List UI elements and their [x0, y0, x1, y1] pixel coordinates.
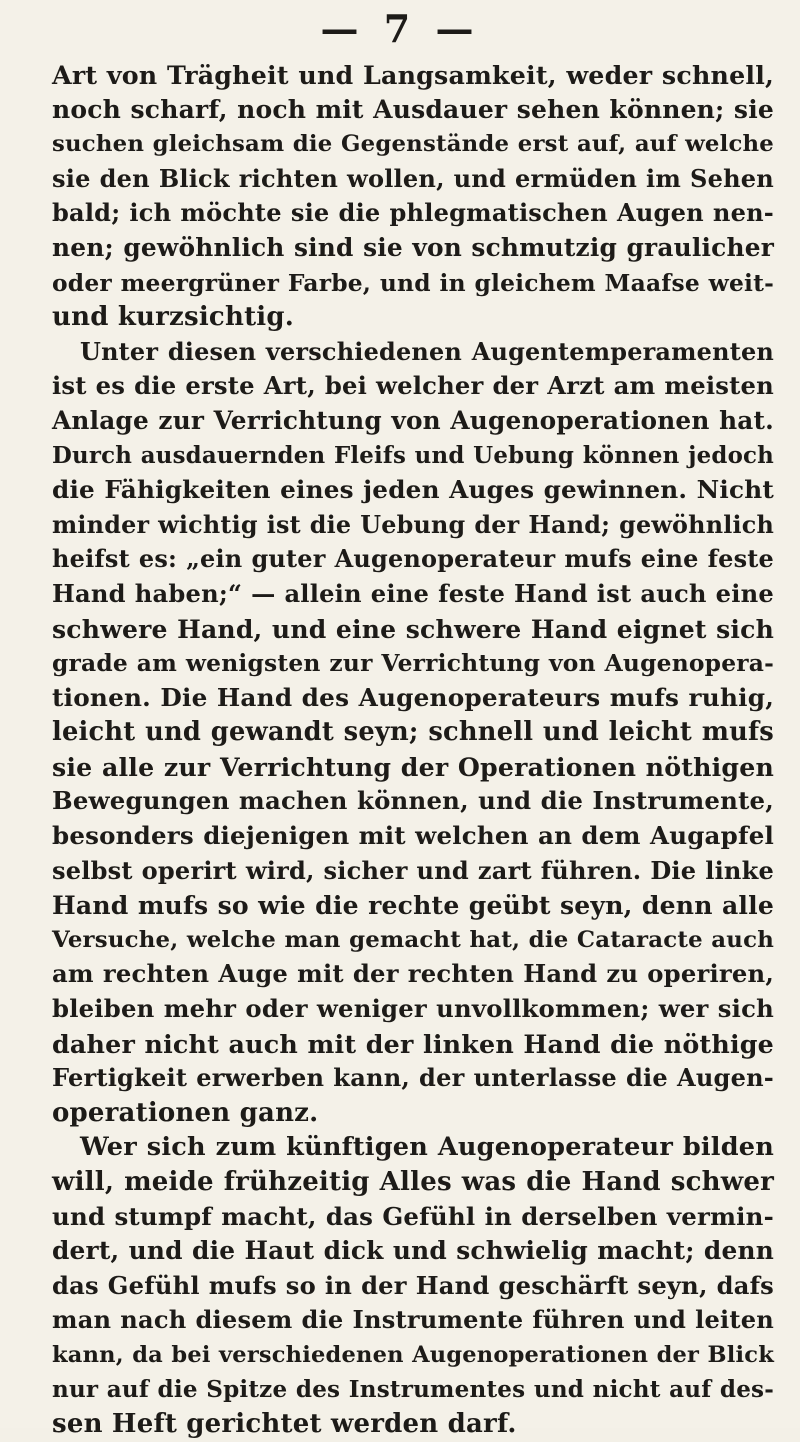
text-line: Fertigkeit erwerben kann, der unterlasse die Augen- [52, 1063, 774, 1093]
text-line: sie den Blick richten wollen, und ermüden im Sehen [52, 163, 774, 193]
text-line: nur auf die Spitze des Instrumentes und nicht auf des- [52, 1375, 774, 1403]
text-line: und stumpf macht, das Gefühl in derselben vermin- [52, 1201, 774, 1231]
text-line: die Fähigkeiten eines jeden Auges gewinnen. Nicht [52, 475, 774, 505]
text-line: heifst es: „ein guter Augenoperateur mufs eine feste [52, 544, 774, 574]
text-line: grade am wenigsten zur Verrichtung von Augenopera- [52, 649, 774, 678]
text-line: am rechten Auge mit der rechten Hand zu operiren, [52, 959, 774, 989]
text-line: Art von Trägheit und Langsamkeit, weder schnell, [52, 60, 774, 90]
text-line: bald; ich möchte sie die phlegmatischen Augen nen- [52, 198, 774, 228]
text-line: Unter diesen verschiedenen Augentemperamenten [80, 337, 774, 366]
text-line: Wer sich zum künftigen Augenoperateur bilden [80, 1132, 774, 1163]
text-line: Versuche, welche man gemacht hat, die Cataracte auch [52, 926, 774, 953]
text-line: bleiben mehr oder weniger unvollkommen; wer sich [52, 994, 774, 1024]
text-line: Hand haben;“ — allein eine feste Hand ist auch eine [52, 578, 774, 608]
text-line: suchen gleichsam die Gegenstände erst auf, auf welche [52, 131, 774, 158]
text-line: Durch ausdauernden Fleifs und Uebung können jedoch [52, 442, 774, 469]
page-number: — 7 — [320, 6, 480, 51]
text-line: leicht und gewandt seyn; schnell und leicht mufs [52, 717, 774, 748]
text-line: nen; gewöhnlich sind sie von schmutzig graulicher [52, 232, 774, 262]
text-line: man nach diesem die Instrumente führen und leiten [52, 1305, 774, 1335]
text-line: tionen. Die Hand des Augenoperateurs mufs ruhig, [52, 682, 774, 712]
text-line: besonders diejenigen mit welchen an dem Augapfel [52, 821, 774, 851]
text-line: sen Heft gerichtet werden darf. [52, 1409, 517, 1440]
text-line: operationen ganz. [52, 1097, 319, 1128]
text-line: kann, da bei verschiedenen Augenoperationen der Blick [52, 1341, 774, 1368]
text-line: dert, und die Haut dick und schwielig macht; denn [52, 1236, 774, 1266]
text-line: das Gefühl mufs so in der Hand geschärft seyn, dafs [52, 1270, 774, 1300]
text-line: Bewegungen machen können, und die Instrumente, [52, 786, 774, 816]
text-line: ist es die erste Art, bei welcher der Arzt am meisten [52, 371, 774, 401]
text-line: minder wichtig ist die Uebung der Hand; gewöhnlich [52, 510, 774, 539]
text-line: Hand mufs so wie die rechte geübt seyn, denn alle [52, 890, 774, 921]
text-line: daher nicht auch mit der linken Hand die nöthige [52, 1028, 774, 1059]
text-line: selbst operirt wird, sicher und zart führen. Die linke [52, 855, 774, 885]
text-line: sie alle zur Verrichtung der Operationen nöthigen [52, 751, 774, 782]
body-text [52, 58, 774, 1442]
text-line: Anlage zur Verrichtung von Augenoperationen hat. [52, 405, 774, 435]
text-line: oder meergrüner Farbe, und in gleichem Maafse weit- [52, 268, 774, 297]
text-line: will, meide frühzeitig Alles was die Hand schwer [52, 1167, 774, 1197]
text-line: noch scharf, noch mit Ausdauer sehen können; sie [52, 94, 774, 124]
text-line: schwere Hand, und eine schwere Hand eignet sich [52, 613, 774, 644]
text-line: und kurzsichtig. [52, 302, 294, 333]
